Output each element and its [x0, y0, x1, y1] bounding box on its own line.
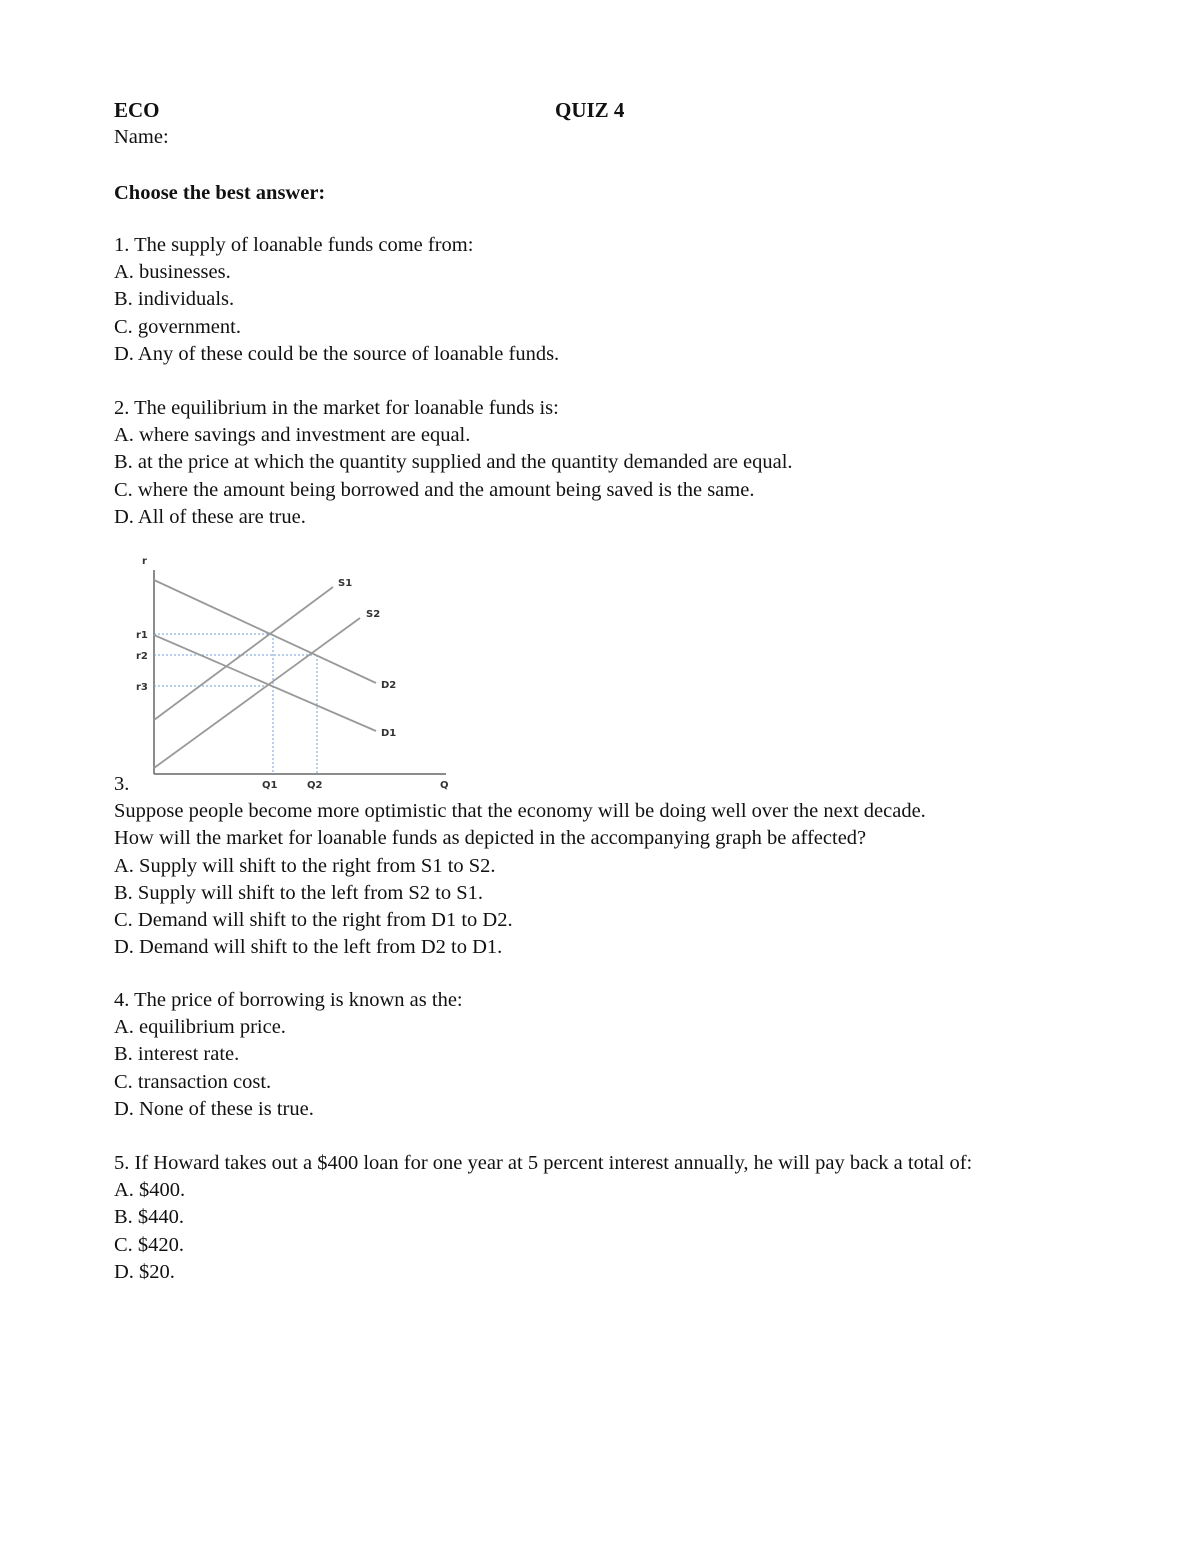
answer-option: C. transaction cost.	[114, 1070, 272, 1093]
answer-option: C. Demand will shift to the right from D1 to D2.	[114, 909, 513, 932]
r-tick-label: r1	[136, 630, 148, 641]
answer-option: A. Supply will shift to the right from S1 to S2.	[114, 854, 496, 877]
answer-option: D. Demand will shift to the left from D2 to D1.	[114, 936, 503, 959]
r-tick-label: r3	[136, 682, 148, 693]
answer-option: B. interest rate.	[114, 1043, 240, 1066]
r-tick-label: r2	[136, 651, 148, 662]
question-stem: How will the market for loanable funds as depicted in the accompanying graph be affected?	[114, 827, 867, 850]
answer-option: B. $440.	[114, 1206, 185, 1229]
instructions: Choose the best answer:	[114, 182, 326, 204]
question-1	[114, 232, 1094, 368]
q-tick-label: Q1	[262, 780, 278, 791]
curve-label-d2: D2	[381, 680, 397, 691]
question-stem: 1. The supply of loanable funds come from:	[114, 234, 474, 256]
question-stem: 2. The equilibrium in the market for loanable funds is:	[114, 397, 559, 419]
question-stem: Suppose people become more optimistic that the economy will be doing well over the next decade.	[114, 800, 926, 823]
x-axis-label: Q	[440, 780, 449, 791]
name-label: Name:	[114, 126, 169, 148]
question-4	[114, 987, 1094, 1123]
answer-option: B. Supply will shift to the left from S2 to S1.	[114, 881, 484, 904]
answer-option: D. All of these are true.	[114, 505, 306, 528]
answer-option: A. businesses.	[114, 261, 231, 284]
answer-option: D. Any of these could be the source of loanable funds.	[114, 342, 560, 365]
answer-option: D. None of these is true.	[114, 1097, 314, 1120]
question-stem: 4. The price of borrowing is known as the:	[114, 989, 463, 1011]
supply-curve-s2	[154, 618, 360, 768]
curve-label-d1: D1	[381, 728, 397, 739]
answer-option: C. government.	[114, 315, 241, 338]
answer-option: B. individuals.	[114, 288, 235, 311]
answer-option: D. $20.	[114, 1260, 175, 1283]
course-title: ECO	[114, 98, 160, 122]
q-tick-label: Q2	[307, 780, 323, 791]
curve-label-s1: S1	[338, 578, 353, 589]
curve-label-s2: S2	[366, 609, 381, 620]
answer-option: A. $400.	[114, 1179, 186, 1202]
y-axis-label: r	[142, 556, 147, 567]
answer-option: A. where savings and investment are equal.	[114, 424, 471, 447]
question-5	[114, 1150, 1079, 1286]
quiz-title: QUIZ 4	[555, 98, 625, 122]
demand-curve-d1	[154, 635, 376, 731]
answer-option: B. at the price at which the quantity supplied and the quantity demanded are equal.	[114, 451, 793, 474]
answer-option: C. where the amount being borrowed and the amount being saved is the same.	[114, 478, 755, 501]
answer-option: A. equilibrium price.	[114, 1016, 286, 1039]
guide-lines	[154, 634, 317, 774]
question-3	[114, 771, 1094, 961]
answer-option: C. $420.	[114, 1233, 185, 1256]
question-number: 3.	[114, 773, 130, 795]
question-2	[114, 395, 1094, 531]
loanable-funds-graph	[128, 548, 458, 793]
question-stem: 5. If Howard takes out a $400 loan for one year at 5 percent interest annually, he will pay back a total of:	[114, 1152, 973, 1174]
